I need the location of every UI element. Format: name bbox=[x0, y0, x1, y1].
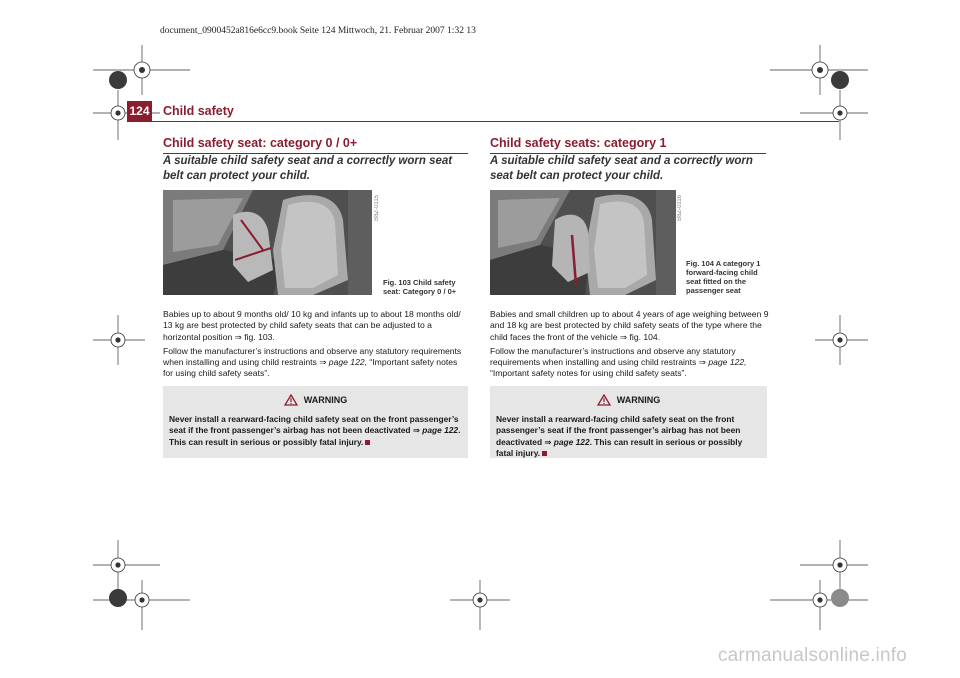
figure-104-code: B8Z-0116 bbox=[677, 195, 683, 221]
right-warning-page-ref[interactable]: page 122 bbox=[553, 436, 590, 447]
right-warning-title: WARNING bbox=[616, 395, 661, 405]
left-warning-box bbox=[163, 386, 468, 458]
right-section-title: Child safety seats: category 1 bbox=[490, 136, 667, 150]
warning-triangle-icon bbox=[597, 394, 611, 406]
left-body bbox=[163, 309, 468, 380]
page-number: 124 bbox=[127, 101, 152, 121]
print-header: document_0900452a816e6cc9.book Seite 124 Mittwoch, 21. Februar 2007 1:32 13 bbox=[160, 26, 476, 36]
running-head: Child safety bbox=[163, 104, 234, 118]
left-paragraph-1: Babies up to about 9 months old/ 10 kg and infants up to about 18 months old/ 13 kg are best protected by child safety seats that can be adjusted to a horizontal position ⇒ fig. 103. bbox=[163, 309, 461, 342]
figure-103-caption: Fig. 103 Child safety seat: Category 0 / 0+ bbox=[383, 278, 457, 296]
right-warning-text: Never install a rearward-facing child safety seat on the front passenger’s seat if the front passenger’s airbag has not been deactivated ⇒ page 122. This can result in serious or possibly fatal injury. bbox=[496, 414, 743, 458]
figure-104-caption: Fig. 104 A category 1 forward-facing child seat fitted on the passenger seat bbox=[686, 259, 761, 295]
left-warning-page-ref[interactable]: page 122 bbox=[422, 425, 459, 436]
right-page-ref[interactable]: page 122, bbox=[708, 357, 747, 368]
right-warning-box bbox=[490, 386, 767, 458]
left-subtitle: A suitable child safety seat and a correctly worn seat belt can protect your child. bbox=[163, 155, 453, 182]
left-page-ref[interactable]: page 122, bbox=[328, 357, 368, 368]
end-of-section-icon bbox=[542, 451, 547, 456]
watermark: carmanualsonline.info bbox=[717, 645, 907, 666]
right-warning-header bbox=[496, 394, 761, 406]
right-paragraph-1: Babies and small children up to about 4 years of age weighing between 9 and 18 kg are best protected by child safety seats of the type where the child faces the front of the vehicle ⇒ fig. 104. bbox=[490, 309, 769, 342]
header-rule bbox=[127, 121, 839, 122]
right-body bbox=[490, 309, 771, 380]
warning-triangle-icon bbox=[284, 394, 298, 406]
left-warning-title: WARNING bbox=[303, 395, 348, 405]
right-paragraph-2: Follow the manufacturer’s instructions and observe any statutory requirements when installing and using child restraints ⇒ page 122, “Important safety notes for using child safety seats”. bbox=[490, 345, 747, 379]
figure-103-photo bbox=[163, 190, 372, 295]
left-paragraph-2: Follow the manufacturer’s instructions and observe any statutory requirements when installing and using child restraints ⇒ page 122, “Important safety notes for using child safety seats”. bbox=[163, 345, 462, 379]
figure-104-photo bbox=[490, 190, 676, 295]
right-subtitle: A suitable child safety seat and a correctly worn seat belt can protect your child. bbox=[490, 155, 753, 182]
figure-103-code: B8Z-0115 bbox=[374, 195, 380, 221]
left-section-title: Child safety seat: category 0 / 0+ bbox=[163, 136, 358, 150]
left-warning-header bbox=[169, 394, 462, 406]
end-of-section-icon bbox=[365, 440, 370, 445]
left-warning-text: Never install a rearward-facing child safety seat on the front passenger’s seat if the front passenger’s airbag has not been deactivated ⇒ page 122. This can result in serious or possibly fatal injury. bbox=[169, 414, 461, 447]
